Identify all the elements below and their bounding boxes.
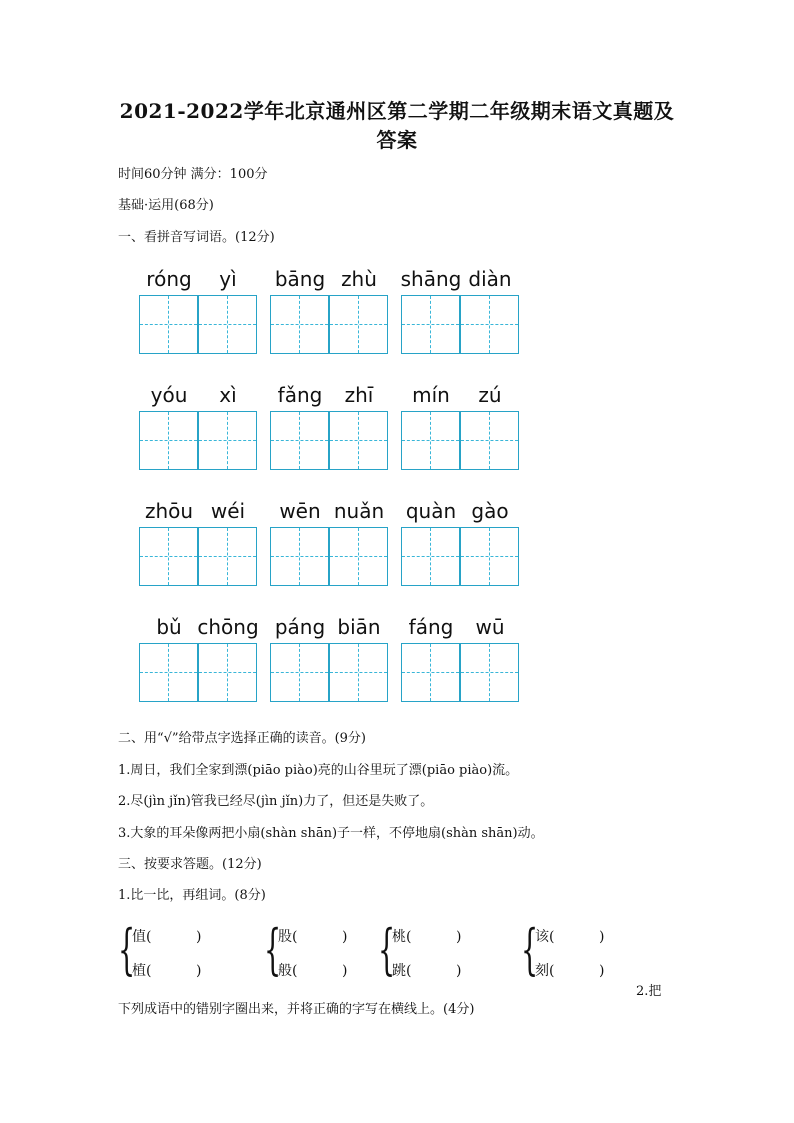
- pinyin-label: yóu: [150, 383, 188, 407]
- grid-guide-line: [168, 296, 169, 353]
- pinyin-label: yì: [219, 267, 237, 291]
- tian-grid-box[interactable]: [139, 411, 198, 470]
- q2-heading: 二、用“√”给带点字选择正确的读音。(9分): [118, 731, 366, 746]
- compare-word: 刻( ): [535, 963, 605, 979]
- tian-grid-box[interactable]: [329, 411, 388, 470]
- section-basic: 基础·运用(68分): [118, 198, 214, 213]
- tian-grid-box[interactable]: [270, 411, 329, 470]
- grid-guide-line: [227, 644, 228, 701]
- tian-grid-box[interactable]: [139, 527, 198, 586]
- pinyin-label: wū: [475, 615, 505, 639]
- grid-guide-line: [489, 296, 490, 353]
- q1-heading: 一、看拼音写词语。(12分): [118, 230, 275, 245]
- grid-guide-line: [299, 528, 300, 585]
- brace-icon: {: [264, 918, 282, 981]
- grid-guide-line: [430, 644, 431, 701]
- tian-grid-box[interactable]: [460, 411, 519, 470]
- pinyin-label: fǎng: [277, 383, 323, 407]
- pinyin-label: wēn: [279, 499, 321, 523]
- grid-guide-line: [299, 412, 300, 469]
- tian-grid-box[interactable]: [139, 643, 198, 702]
- tian-grid-box[interactable]: [198, 527, 257, 586]
- q2-sentence-1: 1.周日，我们全家到漂(piāo piào)亮的山谷里玩了漂(piāo piào)流。: [118, 763, 519, 778]
- tian-grid-box[interactable]: [198, 643, 257, 702]
- time-score: 时间60分钟 满分：100分: [118, 167, 268, 182]
- compare-word: 跳( ): [392, 963, 462, 979]
- tian-grid-box[interactable]: [270, 527, 329, 586]
- pinyin-label: bāng: [274, 267, 326, 291]
- tian-grid-box[interactable]: [401, 643, 460, 702]
- pinyin-label: mín: [412, 383, 450, 407]
- pinyin-label: xì: [219, 383, 237, 407]
- grid-guide-line: [227, 412, 228, 469]
- grid-guide-line: [168, 412, 169, 469]
- compare-word: 股( ): [278, 929, 348, 945]
- pinyin-label: zhù: [341, 267, 377, 291]
- pinyin-label: bǔ: [156, 615, 182, 639]
- grid-guide-line: [358, 644, 359, 701]
- grid-guide-line: [489, 528, 490, 585]
- tian-grid-box[interactable]: [198, 295, 257, 354]
- pinyin-label: zhōu: [144, 499, 194, 523]
- q2-sentence-3: 3.大象的耳朵像两把小扇(shàn shān)子一样，不停地扇(shàn shān)动。: [118, 826, 544, 841]
- pinyin-label: róng: [146, 267, 192, 291]
- q3-sub2-number: 2.把: [636, 984, 662, 999]
- tian-grid-box[interactable]: [460, 643, 519, 702]
- page-title-line1: 2021-2022学年北京通州区第二学期二年级期末语文真题及: [119, 99, 675, 123]
- tian-grid-box[interactable]: [329, 643, 388, 702]
- pinyin-label: biān: [337, 615, 381, 639]
- q3-sub2-text: 下列成语中的错别字圈出来，并将正确的字写在横线上。(4分): [118, 1002, 475, 1017]
- grid-guide-line: [358, 296, 359, 353]
- pinyin-label: gào: [471, 499, 509, 523]
- pinyin-label: zhī: [344, 383, 374, 407]
- compare-word: 该( ): [535, 929, 605, 945]
- grid-guide-line: [430, 296, 431, 353]
- tian-grid-box[interactable]: [460, 295, 519, 354]
- grid-guide-line: [299, 644, 300, 701]
- brace-icon: {: [521, 918, 539, 981]
- tian-grid-box[interactable]: [270, 643, 329, 702]
- brace-icon: {: [378, 918, 396, 981]
- grid-guide-line: [489, 412, 490, 469]
- pinyin-label: wéi: [210, 499, 246, 523]
- tian-grid-box[interactable]: [198, 411, 257, 470]
- tian-grid-box[interactable]: [139, 295, 198, 354]
- compare-word: 植( ): [132, 963, 202, 979]
- grid-guide-line: [168, 528, 169, 585]
- grid-guide-line: [358, 528, 359, 585]
- grid-guide-line: [358, 412, 359, 469]
- page-title-line2: 答案: [376, 128, 418, 152]
- pinyin-label: nuǎn: [333, 499, 385, 523]
- tian-grid-box[interactable]: [401, 527, 460, 586]
- tian-grid-box[interactable]: [329, 295, 388, 354]
- grid-guide-line: [227, 528, 228, 585]
- tian-grid-box[interactable]: [401, 411, 460, 470]
- grid-guide-line: [430, 412, 431, 469]
- q3-heading: 三、按要求答题。(12分): [118, 857, 262, 872]
- pinyin-label: diàn: [468, 267, 512, 291]
- pinyin-label: zú: [478, 383, 502, 407]
- pinyin-label: shāng: [400, 267, 462, 291]
- grid-guide-line: [168, 644, 169, 701]
- tian-grid-box[interactable]: [270, 295, 329, 354]
- tian-grid-box[interactable]: [329, 527, 388, 586]
- q2-sentence-2: 2.尽(jìn jǐn)管我已经尽(jìn jǐn)力了，但还是失败了。: [118, 794, 434, 809]
- pinyin-label: chōng: [197, 615, 259, 639]
- grid-guide-line: [430, 528, 431, 585]
- tian-grid-box[interactable]: [401, 295, 460, 354]
- pinyin-label: fáng: [408, 615, 454, 639]
- grid-guide-line: [227, 296, 228, 353]
- grid-guide-line: [299, 296, 300, 353]
- compare-word: 值( ): [132, 929, 202, 945]
- pinyin-label: quàn: [405, 499, 457, 523]
- grid-guide-line: [489, 644, 490, 701]
- pinyin-label: páng: [274, 615, 326, 639]
- compare-word: 般( ): [278, 963, 348, 979]
- compare-word: 桃( ): [392, 929, 462, 945]
- q3-sub1: 1.比一比，再组词。(8分): [118, 888, 266, 903]
- brace-icon: {: [118, 918, 136, 981]
- tian-grid-box[interactable]: [460, 527, 519, 586]
